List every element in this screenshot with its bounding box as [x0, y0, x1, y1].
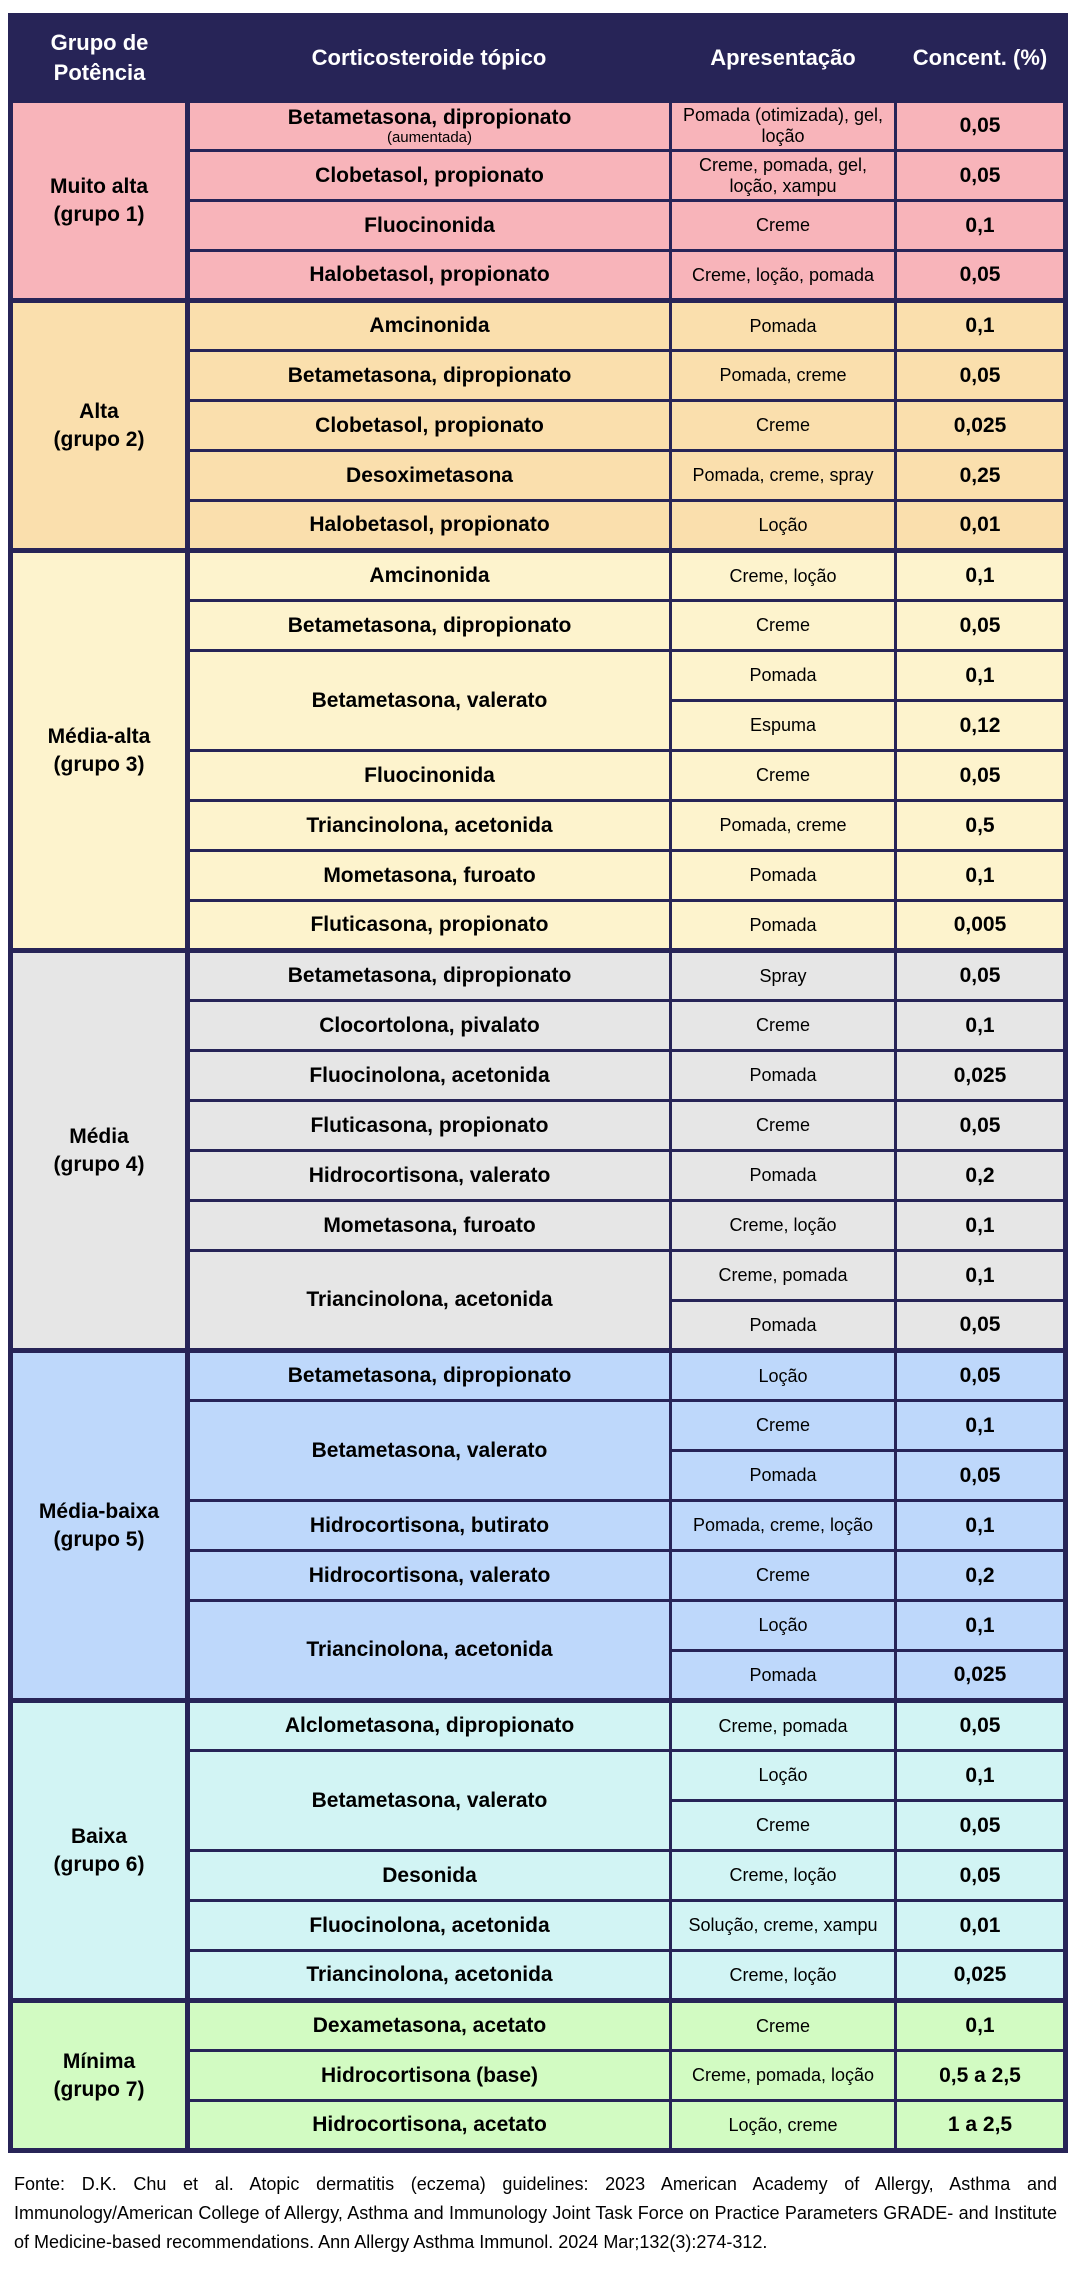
group-sublabel: (grupo 2) — [53, 427, 145, 451]
group-label: Média — [69, 1125, 129, 1149]
drug-name: Fluocinonida — [364, 213, 495, 237]
concentration-cell: 0,5 a 2,5 — [896, 2051, 1066, 2101]
drug-name: Betametasona, dipropionato — [287, 363, 572, 387]
presentation-cell: Espuma — [671, 701, 896, 751]
concentration-cell: 0,1 — [896, 1251, 1066, 1301]
presentation-cell: Creme, pomada — [671, 1251, 896, 1301]
drug-name-cell — [188, 1351, 671, 1401]
column-header: Grupo de Potência — [11, 16, 188, 101]
drug-name: Betametasona, dipropionato — [287, 964, 572, 988]
drug-name-cell — [188, 1201, 671, 1251]
drug-name-cell — [188, 801, 671, 851]
drug-name: Dexametasona, acetato — [312, 2014, 547, 2038]
drug-name: Clobetasol, propionato — [315, 413, 544, 437]
presentation-cell: Creme, loção — [671, 551, 896, 601]
presentation-cell: Pomada — [671, 1651, 896, 1701]
drug-name-cell — [188, 551, 671, 601]
concentration-cell: 0,1 — [896, 1401, 1066, 1451]
drug-name: Betametasona, dipropionato — [287, 105, 572, 129]
concentration-cell: 0,1 — [896, 651, 1066, 701]
concentration-cell: 0,1 — [896, 301, 1066, 351]
group-label: Alta — [79, 400, 119, 424]
group-label-cell — [11, 951, 188, 1351]
presentation-cell: Creme — [671, 1401, 896, 1451]
corticosteroid-potency-table — [8, 13, 1068, 2153]
column-header: Corticosteroide tópico — [188, 16, 671, 101]
presentation-cell: Creme — [671, 1101, 896, 1151]
presentation-cell: Pomada — [671, 651, 896, 701]
concentration-cell: 0,025 — [896, 401, 1066, 451]
drug-name-cell — [188, 1901, 671, 1951]
drug-note: (aumentada) — [386, 128, 473, 146]
concentration-cell: 0,25 — [896, 451, 1066, 501]
source-footnote: Fonte: D.K. Chu et al. Atopic dermatitis (eczema) guidelines: 2023 American Academy of Allergy, Asthma and Immunology/American College of Allergy, Asthma and Immunology Joint Task Force on Practice Parameters GRADE- and Institute of Medicine-based recommendations. Ann Allergy Asthma Immunol. 2024 Mar;132(3):274-312. — [14, 2174, 1057, 2252]
concentration-cell: 0,1 — [896, 551, 1066, 601]
table-row — [11, 1351, 1066, 1401]
presentation-cell: Loção — [671, 1751, 896, 1801]
group-label-cell — [11, 551, 188, 951]
drug-name: Betametasona, dipropionato — [287, 1364, 572, 1388]
drug-name: Triancinolona, acetonida — [306, 1638, 553, 1662]
concentration-cell: 0,05 — [896, 601, 1066, 651]
presentation-cell: Pomada (otimizada), gel, loção — [671, 101, 896, 151]
presentation-cell: Loção, creme — [671, 2101, 896, 2151]
drug-name-cell — [188, 351, 671, 401]
table-row — [11, 301, 1066, 351]
presentation-cell: Creme — [671, 1801, 896, 1851]
group-label: Média-alta — [47, 725, 151, 749]
drug-name-cell — [188, 201, 671, 251]
concentration-cell: 0,025 — [896, 1051, 1066, 1101]
concentration-cell: 0,2 — [896, 1151, 1066, 1201]
drug-name-cell — [188, 451, 671, 501]
drug-name: Desoximetasona — [346, 463, 513, 487]
presentation-cell: Pomada — [671, 851, 896, 901]
drug-name: Betametasona, valerato — [311, 688, 548, 712]
presentation-cell: Creme, loção — [671, 1951, 896, 2001]
presentation-cell: Pomada, creme, spray — [671, 451, 896, 501]
presentation-cell: Pomada, creme — [671, 801, 896, 851]
drug-name: Hidrocortisona, butirato — [309, 1513, 550, 1537]
presentation-cell: Creme, loção — [671, 1201, 896, 1251]
presentation-cell: Loção — [671, 1351, 896, 1401]
presentation-cell: Creme, pomada, gel, loção, xampu — [671, 151, 896, 201]
drug-name-cell — [188, 2051, 671, 2101]
group-sublabel: (grupo 6) — [53, 1852, 145, 1876]
drug-name-cell — [188, 151, 671, 201]
drug-name: Betametasona, valerato — [311, 1788, 548, 1812]
drug-name: Amcinonida — [369, 564, 490, 588]
group-label: Baixa — [70, 1825, 128, 1849]
presentation-cell: Creme — [671, 601, 896, 651]
drug-name: Fluticasona, propionato — [310, 913, 549, 937]
concentration-cell: 0,1 — [896, 1201, 1066, 1251]
drug-name-cell — [188, 1601, 671, 1701]
presentation-cell: Spray — [671, 951, 896, 1001]
drug-name: Hidrocortisona, valerato — [308, 1563, 551, 1587]
drug-name-cell — [188, 1001, 671, 1051]
drug-name: Halobetasol, propionato — [309, 263, 550, 287]
drug-name: Betametasona, dipropionato — [287, 613, 572, 637]
concentration-cell: 0,05 — [896, 1451, 1066, 1501]
concentration-cell: 0,1 — [896, 851, 1066, 901]
group-sublabel: (grupo 4) — [53, 1152, 145, 1176]
table-row — [11, 551, 1066, 601]
drug-name-cell — [188, 751, 671, 801]
presentation-cell: Creme — [671, 2001, 896, 2051]
presentation-cell: Pomada — [671, 1151, 896, 1201]
drug-name: Triancinolona, acetonida — [306, 1963, 553, 1987]
concentration-cell: 0,05 — [896, 351, 1066, 401]
concentration-cell: 0,1 — [896, 1601, 1066, 1651]
table-row — [11, 101, 1066, 151]
drug-name: Clocortolona, pivalato — [319, 1013, 540, 1037]
drug-name: Fluocinolona, acetonida — [309, 1063, 550, 1087]
drug-name: Betametasona, valerato — [311, 1438, 548, 1462]
concentration-cell: 0,05 — [896, 251, 1066, 301]
drug-name-cell — [188, 251, 671, 301]
drug-name-cell — [188, 601, 671, 651]
concentration-cell: 0,2 — [896, 1551, 1066, 1601]
drug-name-cell — [188, 1251, 671, 1351]
presentation-cell: Creme — [671, 401, 896, 451]
concentration-cell: 0,05 — [896, 1101, 1066, 1151]
drug-name-cell — [188, 1751, 671, 1851]
drug-name-cell — [188, 101, 671, 151]
presentation-cell: Creme, loção — [671, 1851, 896, 1901]
drug-name-cell — [188, 2001, 671, 2051]
concentration-cell: 0,1 — [896, 1001, 1066, 1051]
presentation-cell: Pomada — [671, 301, 896, 351]
drug-name: Amcinonida — [369, 314, 490, 338]
concentration-cell: 0,1 — [896, 201, 1066, 251]
drug-name: Hidrocortisona (base) — [320, 2063, 539, 2087]
group-label-cell — [11, 2001, 188, 2151]
group-label-cell — [11, 101, 188, 301]
presentation-cell: Pomada — [671, 1301, 896, 1351]
group-sublabel: (grupo 3) — [53, 752, 145, 776]
table-header-row — [11, 16, 1066, 101]
drug-name-cell — [188, 1501, 671, 1551]
table-row — [11, 1701, 1066, 1751]
presentation-cell: Creme — [671, 201, 896, 251]
concentration-cell: 0,05 — [896, 1301, 1066, 1351]
drug-name-cell — [188, 401, 671, 451]
concentration-cell: 0,05 — [896, 1351, 1066, 1401]
drug-name: Halobetasol, propionato — [309, 513, 550, 537]
column-header: Concent. (%) — [896, 16, 1066, 101]
presentation-cell: Creme, pomada — [671, 1701, 896, 1751]
presentation-cell: Solução, creme, xampu — [671, 1901, 896, 1951]
drug-name: Desonida — [382, 1863, 477, 1887]
drug-name-cell — [188, 1551, 671, 1601]
concentration-cell: 0,05 — [896, 1851, 1066, 1901]
concentration-cell: 0,05 — [896, 101, 1066, 151]
group-label: Muito alta — [50, 175, 148, 199]
concentration-cell: 0,05 — [896, 1801, 1066, 1851]
concentration-cell: 0,1 — [896, 1751, 1066, 1801]
drug-name: Hidrocortisona, valerato — [308, 1163, 551, 1187]
concentration-cell: 0,05 — [896, 151, 1066, 201]
drug-name-cell — [188, 1851, 671, 1901]
concentration-cell: 0,1 — [896, 1501, 1066, 1551]
group-label-cell — [11, 1351, 188, 1701]
drug-name-cell — [188, 301, 671, 351]
concentration-cell: 0,025 — [896, 1951, 1066, 2001]
concentration-cell: 0,025 — [896, 1651, 1066, 1701]
drug-name-cell — [188, 1101, 671, 1151]
column-header: Apresentação — [671, 16, 896, 101]
presentation-cell: Loção — [671, 1601, 896, 1651]
drug-name-cell — [188, 851, 671, 901]
drug-name: Clobetasol, propionato — [315, 163, 544, 187]
concentration-cell: 0,01 — [896, 1901, 1066, 1951]
concentration-cell: 1 a 2,5 — [896, 2101, 1066, 2151]
concentration-cell: 0,1 — [896, 2001, 1066, 2051]
group-label: Mínima — [62, 2050, 136, 2074]
drug-name-cell — [188, 1951, 671, 2001]
concentration-cell: 0,05 — [896, 1701, 1066, 1751]
drug-name-cell — [188, 1401, 671, 1501]
drug-name: Alclometasona, dipropionato — [284, 1714, 575, 1738]
table-row — [11, 2001, 1066, 2051]
drug-name: Hidrocortisona, acetato — [312, 2113, 547, 2137]
drug-name: Fluocinolona, acetonida — [309, 1913, 550, 1937]
drug-name-cell — [188, 951, 671, 1001]
presentation-cell: Creme, pomada, loção — [671, 2051, 896, 2101]
presentation-cell: Pomada — [671, 1451, 896, 1501]
group-label: Média-baixa — [38, 1500, 160, 1524]
presentation-cell: Pomada, creme, loção — [671, 1501, 896, 1551]
table-row — [11, 951, 1066, 1001]
concentration-cell: 0,5 — [896, 801, 1066, 851]
drug-name: Mometasona, furoato — [323, 1213, 536, 1237]
concentration-cell: 0,01 — [896, 501, 1066, 551]
table-header — [11, 16, 1066, 101]
group-label-cell — [11, 301, 188, 551]
presentation-cell: Loção — [671, 501, 896, 551]
drug-name-cell — [188, 651, 671, 751]
presentation-cell: Creme — [671, 1551, 896, 1601]
presentation-cell: Creme, loção, pomada — [671, 251, 896, 301]
drug-name-cell — [188, 1701, 671, 1751]
drug-name: Fluocinonida — [364, 763, 495, 787]
concentration-cell: 0,05 — [896, 751, 1066, 801]
concentration-cell: 0,005 — [896, 901, 1066, 951]
presentation-cell: Pomada — [671, 901, 896, 951]
presentation-cell: Pomada, creme — [671, 351, 896, 401]
drug-name-cell — [188, 1151, 671, 1201]
presentation-cell: Pomada — [671, 1051, 896, 1101]
presentation-cell: Creme — [671, 1001, 896, 1051]
drug-name: Mometasona, furoato — [323, 863, 536, 887]
drug-name-cell — [188, 1051, 671, 1101]
presentation-cell: Creme — [671, 751, 896, 801]
drug-name: Triancinolona, acetonida — [306, 813, 553, 837]
table-body — [11, 101, 1066, 2151]
group-label-cell — [11, 1701, 188, 2001]
group-sublabel: (grupo 5) — [53, 1527, 145, 1551]
drug-name: Triancinolona, acetonida — [306, 1288, 553, 1312]
drug-name: Fluticasona, propionato — [310, 1113, 549, 1137]
drug-name-cell — [188, 501, 671, 551]
drug-name-cell — [188, 901, 671, 951]
concentration-cell: 0,05 — [896, 951, 1066, 1001]
concentration-cell: 0,12 — [896, 701, 1066, 751]
group-sublabel: (grupo 1) — [53, 202, 145, 226]
group-sublabel: (grupo 7) — [53, 2077, 145, 2101]
drug-name-cell — [188, 2101, 671, 2151]
